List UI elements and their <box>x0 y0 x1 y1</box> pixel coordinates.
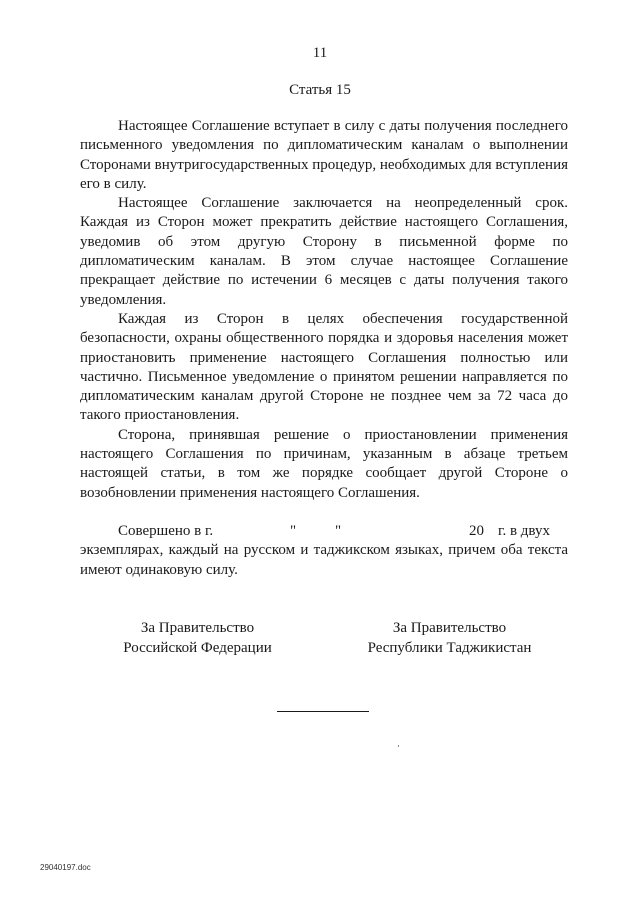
signature-block-tajikistan <box>357 619 542 658</box>
signature-left-line1: За Правительство <box>140 620 255 636</box>
article-body <box>80 117 568 503</box>
stray-mark <box>398 745 399 747</box>
date-quote-open: " <box>290 523 297 539</box>
date-quote-close: " <box>335 523 342 539</box>
done-languages-text: экземплярах, каждый на русском и таджикском языках, причем оба текста имеют одинаковую силу. <box>80 542 568 578</box>
paragraph-resumption: Сторона, принявшая решение о приостановлении применения настоящего Соглашения по причинам, указанным в абзаце третьем настоящей статьи, в том же порядке сообщает другой Стороне о возобновлении применения настоящего Соглашения. <box>80 426 568 501</box>
done-first-line <box>80 522 568 541</box>
end-divider <box>277 711 369 712</box>
paragraph-entry-into-force: Настоящее Соглашение вступает в силу с даты получения последнего письменного уведомления по дипломатическим каналам о выполнении Сторонами внутригосударственных процедур, необходимых для вступления его в силу. <box>80 118 568 192</box>
signature-left-line2: Российской Федерации <box>123 639 272 656</box>
footer-filename: 29040197.doc <box>40 863 91 872</box>
article-title: Статья 15 <box>289 82 351 98</box>
year-prefix: 20 <box>469 523 484 539</box>
signature-right-line2: Республики Таджикистан <box>367 639 532 656</box>
done-clause <box>80 522 568 580</box>
done-copies-text: г. в двух <box>498 523 550 539</box>
paragraph-suspension: Каждая из Сторон в целях обеспечения государственной безопасности, охраны общественного порядка и здоровья населения может приостановить применение настоящего Соглашения полностью или частично. Письменное уведомление о принятом решении направляется по дипломатическим каналам другой Стороне не позднее чем за 72 часа до такого приостановления. <box>80 310 568 424</box>
page-number: 11 <box>312 45 328 61</box>
done-place-text: Совершено в г. <box>118 523 214 539</box>
paragraph-termination: Настоящее Соглашение заключается на неопределенный срок. Каждая из Сторон может прекратить действие настоящего Соглашения, уведомив об этом другую Сторону в письменной форме по дипломатическим каналам. В этом случае настоящее Соглашение прекращает действие по истечении 6 месяцев с даты получения такого уведомления. <box>80 195 568 308</box>
signature-block-russia <box>110 619 285 658</box>
signature-right-line1: За Правительство <box>392 620 507 636</box>
